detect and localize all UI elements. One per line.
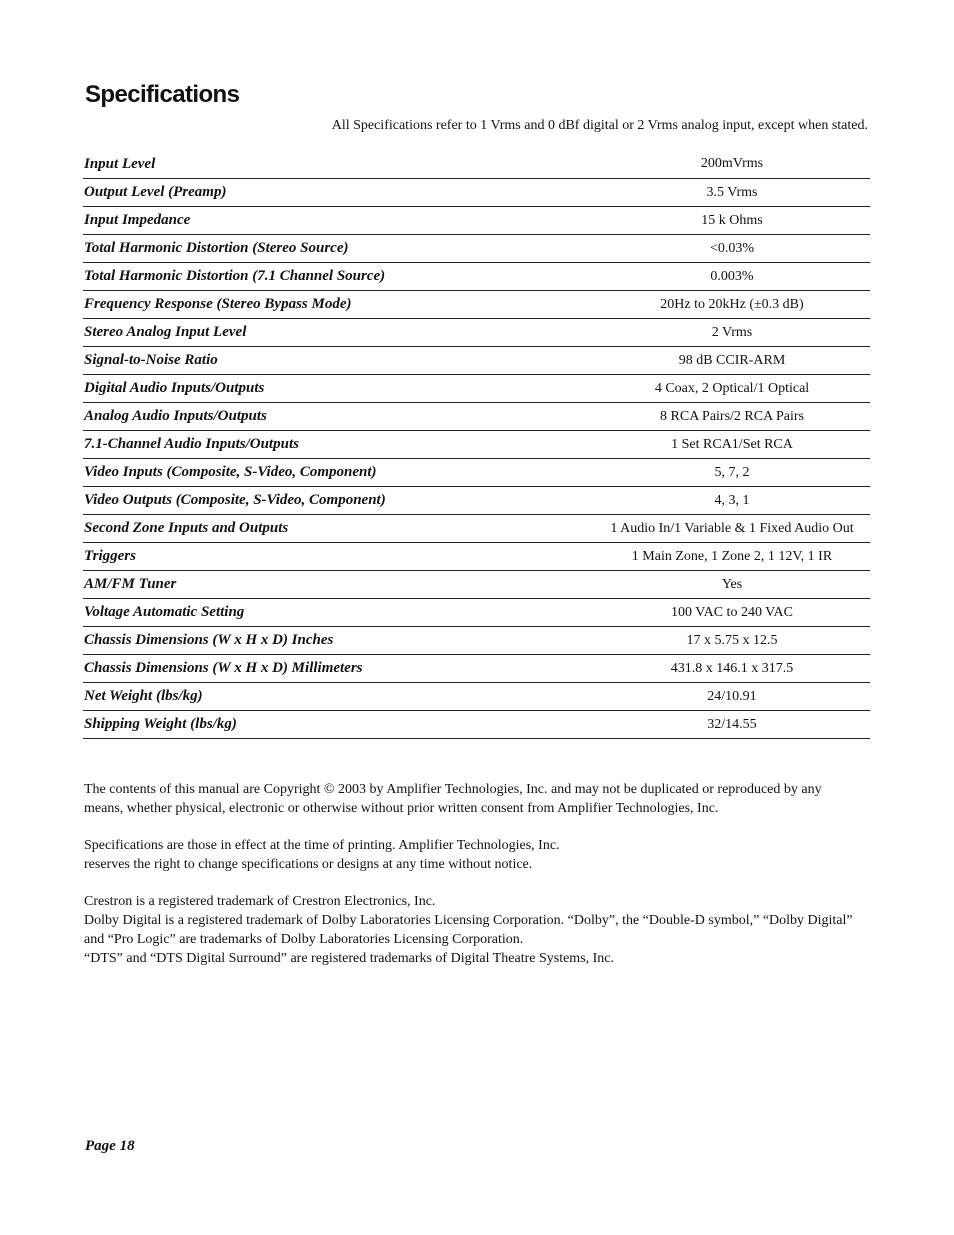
spec-value: 1 Set RCA1/Set RCA	[671, 436, 793, 452]
spec-row	[83, 179, 870, 207]
spec-label: Video Outputs (Composite, S-Video, Component)	[84, 492, 386, 508]
spec-value: 4 Coax, 2 Optical/1 Optical	[654, 380, 810, 396]
spec-value: 0.003%	[710, 268, 754, 284]
spec-value: 24/10.91	[707, 688, 757, 704]
spec-value: 32/14.55	[707, 716, 757, 732]
spec-value: 5, 7, 2	[714, 464, 750, 480]
copyright-paragraph	[84, 780, 874, 818]
spec-row	[83, 571, 870, 599]
spec-row	[83, 515, 870, 543]
spec-value: 98 dB CCIR-ARM	[678, 352, 786, 368]
trademark-line: and “Pro Logic” are trademarks of Dolby Laboratories Licensing Corporation.	[84, 932, 524, 947]
specifications-note: All Specifications refer to 1 Vrms and 0 dBf digital or 2 Vrms analog input, except when stated.	[331, 118, 868, 133]
spec-row	[83, 150, 870, 179]
trademark-line: Dolby Digital is a registered trademark of Dolby Laboratories Licensing Corporation. “Dolby”, the “Double-D symbol,” “Dolby Digital”	[84, 913, 853, 928]
spec-value: 100 VAC to 240 VAC	[671, 604, 793, 620]
spec-value: 2 Vrms	[711, 324, 753, 340]
spec-row	[83, 347, 870, 375]
spec-row	[83, 375, 870, 403]
spec-label: Total Harmonic Distortion (Stereo Source)	[84, 240, 349, 256]
spec-value: 4, 3, 1	[714, 492, 750, 508]
trademark-line: Crestron is a registered trademark of Crestron Electronics, Inc.	[84, 894, 436, 909]
page-number: Page 18	[85, 1138, 135, 1154]
spec-label: Stereo Analog Input Level	[84, 324, 247, 340]
spec-row	[83, 683, 870, 711]
spec-value: 1 Main Zone, 1 Zone 2, 1 12V, 1 IR	[631, 548, 833, 564]
spec-value: 17 x 5.75 x 12.5	[686, 632, 778, 648]
spec-value: 431.8 x 146.1 x 317.5	[670, 660, 794, 676]
spec-row	[83, 711, 870, 739]
spec-label: Digital Audio Inputs/Outputs	[84, 380, 265, 396]
legal-notices	[84, 780, 874, 986]
spec-value: 8 RCA Pairs/2 RCA Pairs	[660, 408, 804, 424]
spec-label: Voltage Automatic Setting	[84, 604, 245, 620]
spec-row	[83, 599, 870, 627]
trademark-line: “DTS” and “DTS Digital Surround” are registered trademarks of Digital Theatre Systems, Inc.	[84, 951, 615, 966]
spec-row	[83, 207, 870, 235]
spec-value: 15 k Ohms	[701, 212, 763, 228]
trademarks-paragraph	[84, 892, 874, 968]
spec-row	[83, 431, 870, 459]
spec-label: Signal-to-Noise Ratio	[84, 352, 218, 368]
spec-label: Total Harmonic Distortion (7.1 Channel Source)	[84, 268, 386, 284]
spec-label: Second Zone Inputs and Outputs	[84, 520, 289, 536]
specifications-notice-paragraph	[84, 836, 874, 874]
spec-label: Output Level (Preamp)	[84, 184, 227, 200]
spec-label: Frequency Response (Stereo Bypass Mode)	[84, 296, 352, 312]
copyright-line: The contents of this manual are Copyright © 2003 by Amplifier Technologies, Inc. and may not be duplicated or reproduced by any	[84, 782, 822, 797]
notice-line: Specifications are those in effect at the time of printing. Amplifier Technologies, Inc.	[84, 838, 560, 853]
spec-label: Input Level	[84, 155, 156, 172]
spec-row	[83, 235, 870, 263]
spec-value: 20Hz to 20kHz (±0.3 dB)	[660, 296, 804, 312]
spec-label: Input Impedance	[84, 212, 191, 228]
specifications-table	[83, 150, 870, 739]
copyright-line: means, whether physical, electronic or otherwise without prior written consent from Amplifier Technologies, Inc.	[84, 801, 719, 816]
spec-row	[83, 319, 870, 347]
spec-label: Shipping Weight (lbs/kg)	[84, 716, 237, 732]
spec-row	[83, 263, 870, 291]
spec-row	[83, 403, 870, 431]
spec-value: 3.5 Vrms	[706, 184, 758, 200]
spec-row	[83, 627, 870, 655]
spec-row	[83, 655, 870, 683]
spec-value: 200mVrms	[700, 156, 764, 171]
spec-value: Yes	[721, 576, 743, 592]
spec-label: Analog Audio Inputs/Outputs	[84, 408, 267, 424]
spec-value: 1 Audio In/1 Variable & 1 Fixed Audio Out	[610, 520, 854, 536]
spec-label: Triggers	[84, 548, 136, 564]
spec-label: Chassis Dimensions (W x H x D) Inches	[84, 632, 334, 648]
spec-label: Chassis Dimensions (W x H x D) Millimeters	[84, 660, 363, 676]
spec-label: Video Inputs (Composite, S-Video, Component)	[84, 464, 377, 480]
notice-line: reserves the right to change specifications or designs at any time without notice.	[84, 857, 533, 872]
spec-label: 7.1-Channel Audio Inputs/Outputs	[84, 436, 299, 452]
spec-row	[83, 459, 870, 487]
spec-value: <0.03%	[709, 240, 755, 256]
spec-row	[83, 543, 870, 571]
spec-row	[83, 291, 870, 319]
spec-row	[83, 487, 870, 515]
spec-label: Net Weight (lbs/kg)	[84, 688, 203, 704]
page-title: Specifications	[85, 81, 240, 108]
spec-label: AM/FM Tuner	[84, 576, 177, 592]
